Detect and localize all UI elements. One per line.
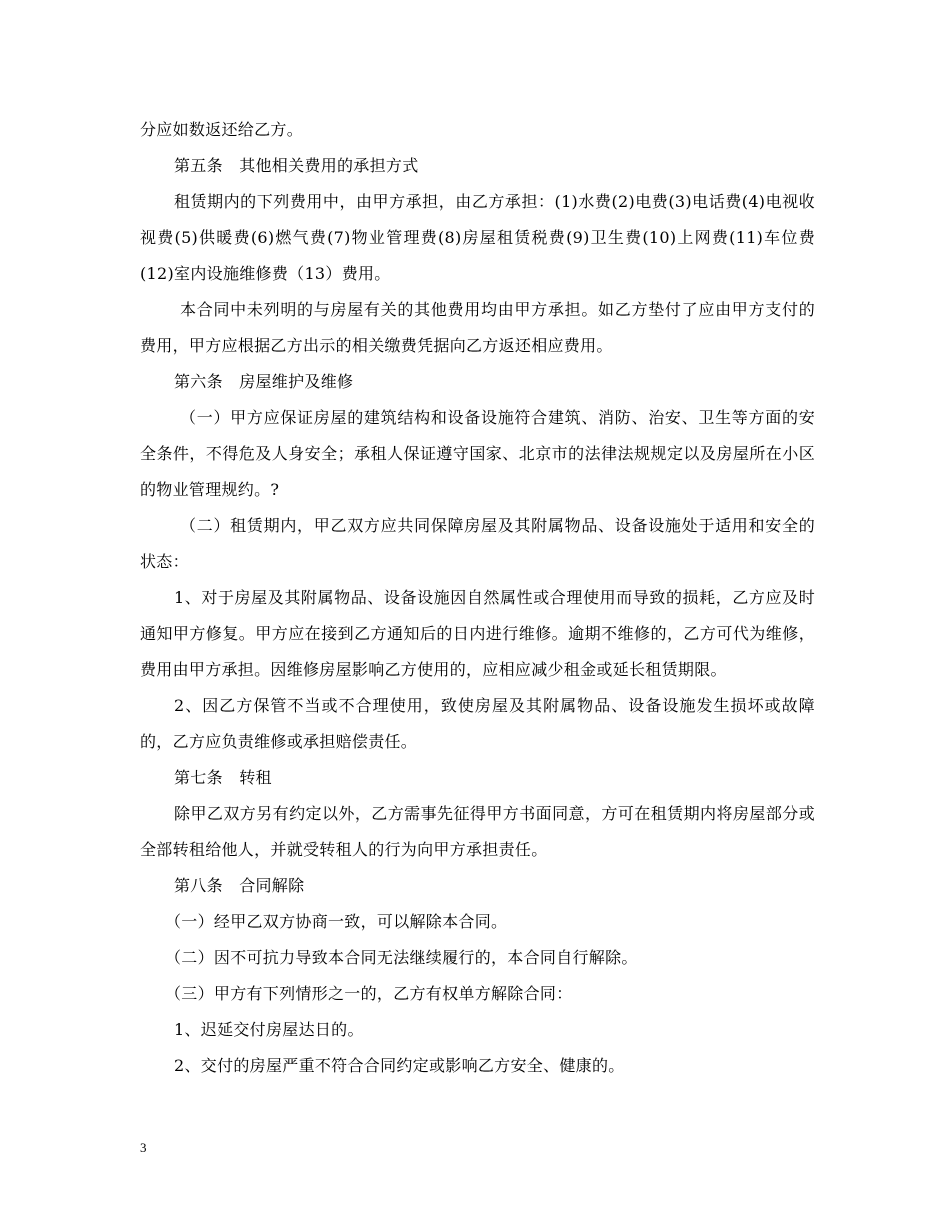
page-number: 3 bbox=[140, 1140, 147, 1155]
article-7-body: 除甲乙双方另有约定以外，乙方需事先征得甲方书面同意，方可在租赁期内将房屋部分或全部转租给他人，并就受转租人的行为向甲方承担责任。 bbox=[140, 804, 815, 859]
article-5-other-fees: 本合同中未列明的与房屋有关的其他费用均由甲方承担。如乙方垫付了应由甲方支付的费用，甲方应根据乙方出示的相关缴费凭据向乙方返还相应费用。 bbox=[140, 300, 815, 355]
article-5-fee-list: 租赁期内的下列费用中，由甲方承担，由乙方承担：(1)水费(2)电费(3)电话费(4)电视收视费(5)供暖费(6)燃气费(7)物业管理费(8)房屋租赁税费(9)卫生费(10)上网费(11)车位费(12)室内设施维修费（13）费用。 bbox=[140, 192, 815, 283]
article-8-heading: 第八条 合同解除 bbox=[174, 876, 305, 895]
article-8-item-2: 2、交付的房屋严重不符合合同约定或影响乙方安全、健康的。 bbox=[174, 1056, 625, 1075]
article-8-clause-2: （二）因不可抗力导致本合同无法继续履行的，本合同自行解除。 bbox=[165, 948, 638, 967]
article-8-clause-3: （三）甲方有下列情形之一的，乙方有权单方解除合同： bbox=[165, 984, 573, 1003]
article-6-item-2: 2、因乙方保管不当或不合理使用，致使房屋及其附属物品、设备设施发生损坏或故障的，乙方应负责维修或承担赔偿责任。 bbox=[140, 696, 815, 751]
article-6-heading: 第六条 房屋维护及维修 bbox=[174, 372, 354, 391]
article-6-item-1: 1、对于房屋及其附属物品、设备设施因自然属性或合理使用而导致的损耗，乙方应及时通知甲方修复。甲方应在接到乙方通知后的日内进行维修。逾期不维修的，乙方可代为维修，费用由甲方承担。因维修房屋影响乙方使用的，应相应减少租金或延长租赁期限。 bbox=[140, 588, 815, 679]
document-body bbox=[140, 112, 815, 1084]
article-8-clause-1: （一）经甲乙双方协商一致，可以解除本合同。 bbox=[165, 912, 508, 931]
article-6-clause-2: （二）租赁期内，甲乙双方应共同保障房屋及其附属物品、设备设施处于适用和安全的状态： bbox=[140, 516, 815, 571]
paragraph-continuation: 分应如数返还给乙方。 bbox=[140, 120, 304, 139]
article-8-item-1: 1、迟延交付房屋达日的。 bbox=[174, 1020, 364, 1039]
article-7-heading: 第七条 转租 bbox=[174, 768, 272, 787]
article-6-clause-1: （一）甲方应保证房屋的建筑结构和设备设施符合建筑、消防、治安、卫生等方面的安全条件，不得危及人身安全；承租人保证遵守国家、北京市的法律法规规定以及房屋所在小区的物业管理规约。? bbox=[140, 408, 815, 499]
article-5-heading: 第五条 其他相关费用的承担方式 bbox=[174, 156, 419, 175]
